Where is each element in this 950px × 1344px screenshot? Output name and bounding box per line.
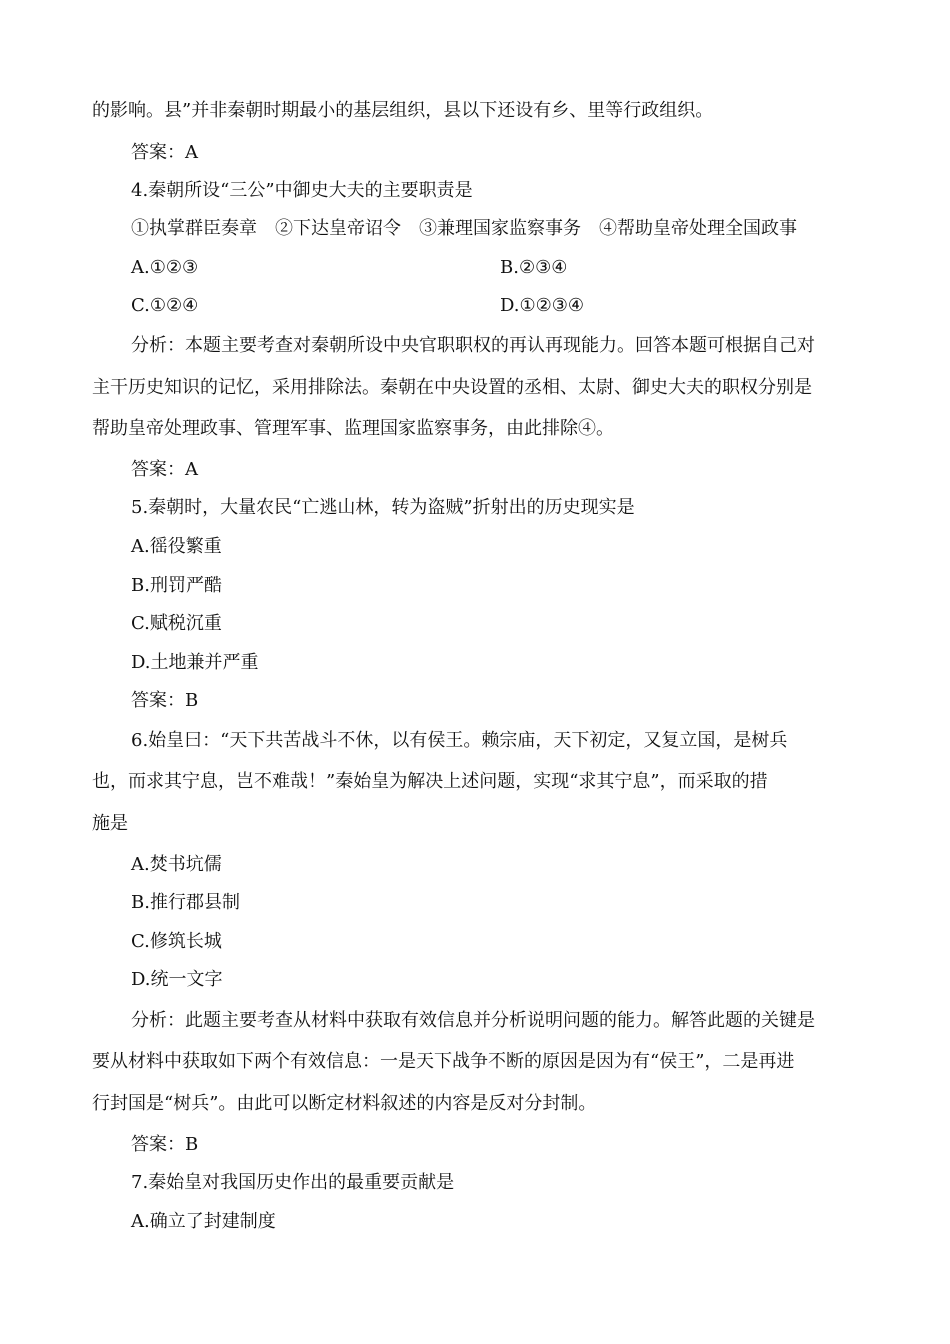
option-d: D.①②③④ xyxy=(500,295,585,316)
option-a: A.焚书坑儒 xyxy=(131,854,222,875)
option-c: C.①②④ xyxy=(131,295,199,316)
question-6-line: 也，而求其宁息，岂不难哉！”秦始皇为解决上述问题，实现“求其宁息”，而采取的措 xyxy=(92,771,768,792)
question-7: 7.秦始皇对我国历史作出的最重要贡献是 xyxy=(131,1172,455,1193)
question-4-statements: ①执掌群臣奏章 ②下达皇帝诏令 ③兼理国家监察事务 ④帮助皇帝处理全国政事 xyxy=(131,218,797,239)
question-5: 5.秦朝时，大量农民“亡逃山林，转为盗贼”折射出的历史现实是 xyxy=(131,497,635,518)
question-4: 4.秦朝所设“三公”中御史大夫的主要职责是 xyxy=(131,180,473,201)
analysis-line: 要从材料中获取如下两个有效信息：一是天下战争不断的原因是因为有“侯王”，二是再进 xyxy=(92,1051,795,1072)
question-6: 6.始皇曰：“天下共苦战斗不休，以有侯王。赖宗庙，天下初定，又复立国，是树兵 xyxy=(131,730,788,751)
option-c: C.赋税沉重 xyxy=(131,613,222,634)
answer-line: 答案：A xyxy=(131,142,198,163)
answer-line: 答案：B xyxy=(131,690,199,711)
text-line: 的影响。县”并非秦朝时期最小的基层组织，县以下还设有乡、里等行政组织。 xyxy=(92,100,714,121)
analysis-line: 帮助皇帝处理政事、管理军事、监理国家监察事务，由此排除④。 xyxy=(92,418,614,439)
option-b: B.推行郡县制 xyxy=(131,892,240,913)
analysis-line: 行封国是“树兵”。由此可以断定材料叙述的内容是反对分封制。 xyxy=(92,1093,597,1114)
option-a: A.确立了封建制度 xyxy=(131,1211,276,1232)
analysis-line: 主干历史知识的记忆，采用排除法。秦朝在中央设置的丞相、太尉、御史大夫的职权分别是 xyxy=(92,377,812,398)
analysis-line: 分析：此题主要考查从材料中获取有效信息并分析说明问题的能力。解答此题的关键是 xyxy=(131,1010,815,1031)
option-c: C.修筑长城 xyxy=(131,931,222,952)
question-6-line: 施是 xyxy=(92,813,128,834)
option-d: D.土地兼并严重 xyxy=(131,652,259,673)
option-a: A.徭役繁重 xyxy=(131,536,222,557)
option-b: B.②③④ xyxy=(500,257,568,278)
answer-line: 答案：B xyxy=(131,1134,199,1155)
option-b: B.刑罚严酷 xyxy=(131,575,222,596)
option-d: D.统一文字 xyxy=(131,969,223,990)
analysis-line: 分析：本题主要考查对秦朝所设中央官职职权的再认再现能力。回答本题可根据自己对 xyxy=(131,335,815,356)
answer-line: 答案：A xyxy=(131,459,198,480)
option-a: A.①②③ xyxy=(131,257,199,278)
